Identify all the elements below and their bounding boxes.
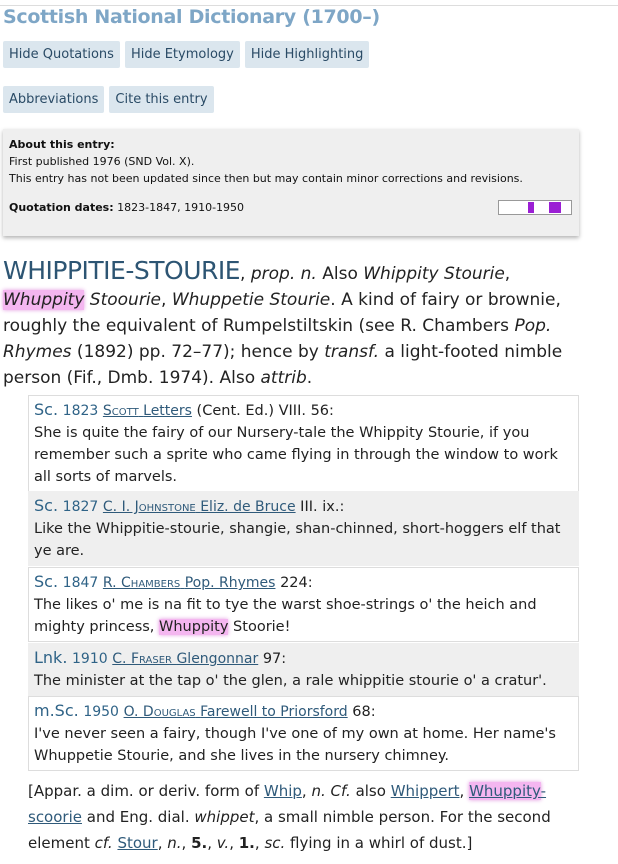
quote-title: Pop. Rhymes — [184, 575, 276, 591]
tool-buttons — [3, 86, 214, 113]
about-published: First published 1976 (SND Vol. X). — [9, 155, 195, 168]
quote-text — [34, 594, 573, 638]
quotation-dates-label: Quotation dates: — [9, 201, 114, 214]
quote-title: Letters — [143, 403, 192, 419]
quote-region: Sc. — [34, 496, 59, 515]
quote-region: Sc. — [34, 400, 59, 419]
timeline-segment-1910-1950 — [549, 202, 561, 213]
quote-title: Eliz. de Bruce — [200, 499, 296, 515]
quote-ref: 97: — [258, 651, 287, 667]
highlight-whuppity-ety: Whuppity — [469, 782, 541, 800]
ety-text-6: , a small nimble person. For the second element — [28, 808, 551, 852]
quote-ref: (Cent. Ed.) VIII. 56: — [191, 403, 334, 419]
ety-v: v. — [216, 834, 230, 852]
quote-source-link[interactable] — [103, 403, 192, 419]
quote-author: C. I. Johnstone — [102, 499, 196, 515]
quote-author: C. Fraser — [112, 651, 172, 667]
sep-1: , — [504, 264, 511, 284]
transf-abbrev: transf. — [324, 342, 380, 362]
etymology — [28, 778, 588, 856]
quotation-1950 — [28, 696, 579, 771]
ety-text-3: also — [350, 782, 391, 800]
part-of-speech: prop. n. — [250, 264, 317, 284]
quote-ref: 68: — [347, 704, 376, 720]
quote-title: Glengonnar — [176, 651, 259, 667]
hide-highlighting-button[interactable]: Hide Highlighting — [245, 41, 370, 68]
highlight-whuppity-quote: Whuppity — [159, 619, 229, 635]
definition-part-1: . A kind of fairy or brownie, roughly the equivalent of Rumpelstiltskin (see R. Chambers — [3, 290, 561, 336]
quote-text-part-2: Stoorie! — [228, 619, 291, 635]
ety-text-9: , — [207, 834, 217, 852]
quote-year: 1847 — [62, 575, 99, 591]
quote-text: The minister at the tap o' the glen, a rale whippitie stourie o' a cratur'. — [34, 673, 547, 689]
quotation-timeline — [498, 200, 572, 215]
dictionary-title[interactable]: Scottish National Dictionary (1700–) — [3, 6, 380, 28]
quote-region: Sc. — [34, 572, 59, 591]
link-scoorie-text: -scoorie — [28, 782, 547, 826]
link-whippert[interactable]: Whippert — [390, 782, 460, 800]
quote-ref: III. ix.: — [295, 499, 345, 515]
ety-cf-1: Cf. — [330, 782, 351, 800]
about-entry-panel — [3, 129, 579, 236]
definition-part-2: (1892) pp. 72–77); hence by — [71, 342, 325, 362]
quote-text: She is quite the fairy of our Nursery-tale the Whippity Stourie, if you remember such a sprite who came flying in through the window to work all sorts of marvels. — [34, 425, 558, 485]
quote-text: I've never seen a fairy, though I've one of my own at home. Her name's Whuppetie Stourie, and she lives in the nursery chimney. — [34, 726, 556, 764]
quote-author: O. Douglas — [123, 704, 196, 720]
ety-text-12: flying in a whirl of dust.] — [285, 834, 473, 852]
ety-text-11: , — [254, 834, 265, 852]
quotation-1847 — [28, 567, 579, 642]
definition-part-3: a light-footed nimble person (Fif., Dmb. 1974). Also — [3, 342, 563, 388]
quote-year: 1910 — [72, 651, 108, 667]
quote-text-part-1: The likes o' me is na fit to tye the warst shoe-strings o' the heich and mighty princess, — [34, 597, 537, 635]
quote-year: 1823 — [62, 403, 99, 419]
highlight-whuppity: Whuppity — [3, 290, 85, 310]
toggle-buttons — [3, 41, 369, 68]
ety-text-2: , — [301, 782, 312, 800]
ety-whippet: whippet — [194, 808, 255, 826]
hide-quotations-button[interactable]: Hide Quotations — [3, 41, 120, 68]
timeline-segment-1823-1847 — [528, 202, 534, 213]
quote-region: m.Sc. — [34, 701, 79, 720]
entry-definition — [3, 258, 593, 391]
quote-region: Lnk. — [34, 648, 68, 667]
quotation-dates — [9, 201, 244, 215]
quote-year: 1950 — [83, 704, 119, 720]
ety-text-5: and Eng. dial. — [81, 808, 195, 826]
quote-title: Farewell to Priorsford — [200, 704, 348, 720]
quotation-1823 — [28, 395, 579, 492]
ety-cf-2: cf. — [94, 834, 113, 852]
variant-stoorie: Stoourie — [84, 290, 161, 310]
definition-end: . — [306, 368, 313, 388]
sep-2: , — [161, 290, 172, 310]
ety-sc: sc. — [264, 834, 286, 852]
ety-n-2: n. — [167, 834, 182, 852]
headword-comma: , — [240, 264, 246, 284]
ety-text-10: , — [229, 834, 239, 852]
ety-text-1: [Appar. a dim. or deriv. form of — [28, 782, 264, 800]
ety-sense-5: 5. — [191, 834, 208, 852]
hide-etymology-button[interactable]: Hide Etymology — [125, 41, 240, 68]
quotation-dates-value: 1823-1847, 1910-1950 — [117, 201, 245, 214]
variant-whippity-stourie: Whippity Stourie — [363, 264, 505, 284]
quotation-1910 — [28, 643, 579, 696]
quote-ref: 224: — [275, 575, 313, 591]
ety-text-8: , — [181, 834, 192, 852]
abbreviations-button[interactable]: Abbreviations — [3, 86, 104, 113]
quote-source-link[interactable] — [124, 704, 348, 720]
quotation-1827 — [28, 491, 579, 566]
about-heading: About this entry: — [9, 138, 115, 151]
cite-entry-button[interactable]: Cite this entry — [109, 86, 213, 113]
ety-text-4: , — [459, 782, 470, 800]
quote-author: R. Chambers — [102, 575, 181, 591]
quote-source-link[interactable] — [103, 575, 276, 591]
about-note: This entry has not been updated since then but may contain minor corrections and revisions. — [9, 172, 523, 185]
quote-author: Scott — [102, 403, 139, 419]
also-text: Also — [316, 264, 364, 284]
headword: WHIPPITIE-STOURIE — [3, 256, 241, 285]
quote-source-link[interactable] — [112, 651, 258, 667]
ety-n-1: n. — [311, 782, 326, 800]
quote-source-link[interactable] — [103, 499, 296, 515]
quote-text: Like the Whippitie-stourie, shangie, shan-chinned, short-hoggers elf that ye are. — [34, 521, 561, 559]
ety-sense-1: 1. — [238, 834, 255, 852]
attrib-abbrev: attrib — [260, 368, 307, 388]
ety-text-7: , — [157, 834, 168, 852]
quote-year: 1827 — [62, 499, 99, 515]
link-whip[interactable]: Whip — [263, 782, 302, 800]
pop-rhymes-title: Pop. Rhymes — [3, 316, 552, 362]
variant-whuppetie-stourie: Whuppetie Stourie — [171, 290, 331, 310]
link-stour[interactable]: Stour — [117, 834, 158, 852]
